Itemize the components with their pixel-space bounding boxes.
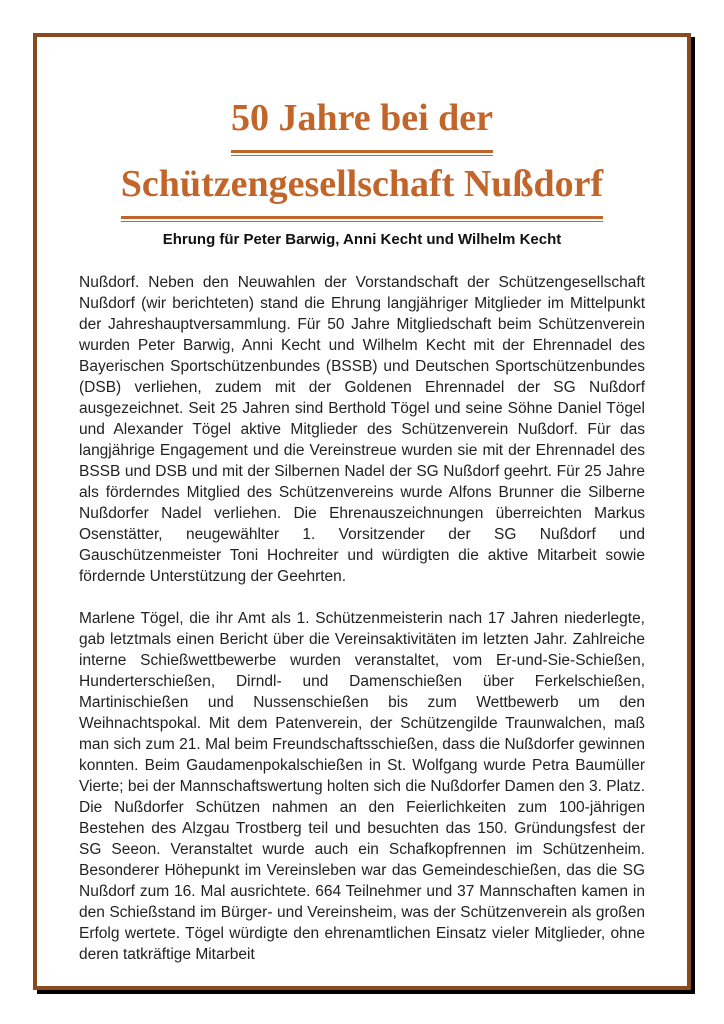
subtitle: Ehrung für Peter Barwig, Anni Kecht und Wilhelm Kecht: [162, 231, 562, 248]
page-content: [37, 87, 687, 965]
article-paragraph-1: Nußdorf. Neben den Neuwahlen der Vorstandschaft der Schützengesellschaft Nußdorf (wir berichteten) stand die Ehrung langjähriger Mitglieder im Mittelpunkt der Jahreshauptversammlung. Für 50 Jahre Mitgliedschaft beim Schützenverein wurden Peter Barwig, Anni Kecht und Wilhelm Kecht mit der Ehrennadel des Bayerischen Sportschützenbundes (BSSB) und Deutschen Sportschützenbundes (DSB) verliehen, zudem mit der Goldenen Ehrennadel der SG Nußdorf ausgezeichnet. Seit 25 Jahren sind Berthold Tögel und seine Söhne Daniel Tögel und Alexander Tögel aktive Mitglieder des Schützenverein Nußdorf. Für das langjährige Engagement und die Vereinstreue wurden sie mit der Ehrennadel des BSSB und DSB und mit der Silbernen Nadel der SG Nußdorf geehrt. Für 25 Jahre als förderndes Mitglied des Schützenvereins wurde Alfons Brunner die Silberne Nußdorfer Nadel verliehen. Die Ehrenauszeichnungen überreichten Markus Osenstätter, neugewählter 1. Vorsitzender der SG Nußdorf und Gauschützenmeister Toni Hochreiter und würdigten die aktive Mitarbeit sowie fördernde Unterstützung der Geehrten.: [79, 274, 645, 585]
title-line-2: Schützengesellschaft Nußdorf: [121, 153, 603, 219]
title-line-1: 50 Jahre bei der: [231, 87, 493, 153]
title-line-1-wrap: [79, 87, 645, 153]
article-body: [79, 272, 645, 965]
article-paragraph-2: Marlene Tögel, die ihr Amt als 1. Schützenmeisterin nach 17 Jahren niederlegte, gab letztmals einen Bericht über die Vereinsaktivitäten im letzten Jahr. Zahlreiche interne Schießwettbewerbe wurden veranstaltet, vom Er-und-Sie-Schießen, Hunderterschießen, Dirndl- und Damenschießen über Ferkelschießen, Martinischießen und Nussenschießen bis zum Wettbewerb um den Weihnachtspokal. Mit dem Patenverein, der Schützengilde Traunwalchen, maß man sich zum 21. Mal beim Freundschaftsschießen, dass die Nußdorfer gewinnen konnten. Beim Gaudamenpokalschießen in St. Wolfgang wurde Petra Baumüller Vierte; bei der Mannschaftswertung holten sich die Nußdorfer Damen den 3. Platz. Die Nußdorfer Schützen nahmen an den Feierlichkeiten zum 100-jährigen Bestehen des Alzgau Trostberg teil und besuchten das 150. Gründungsfest der SG Seeon. Veranstaltet wurde auch ein Schafkopfrennen im Schützenheim. Besonderer Höhepunkt im Vereinsleben war das Gemeindeschießen, das die SG Nußdorf zum 16. Mal ausrichtete. 664 Teilnehmer und 37 Mannschaften kamen in den Schießstand im Bürger- und Vereinsheim, was der Schützenverein als großen Erfolg wertete. Tögel würdigte den ehrenamtlichen Einsatz vieler Mitglieder, ohne deren tatkräftige Mitarbeit: [79, 610, 645, 963]
title-line-2-wrap: [79, 153, 645, 219]
page-title: [79, 87, 645, 219]
page-border-frame: [33, 33, 691, 990]
